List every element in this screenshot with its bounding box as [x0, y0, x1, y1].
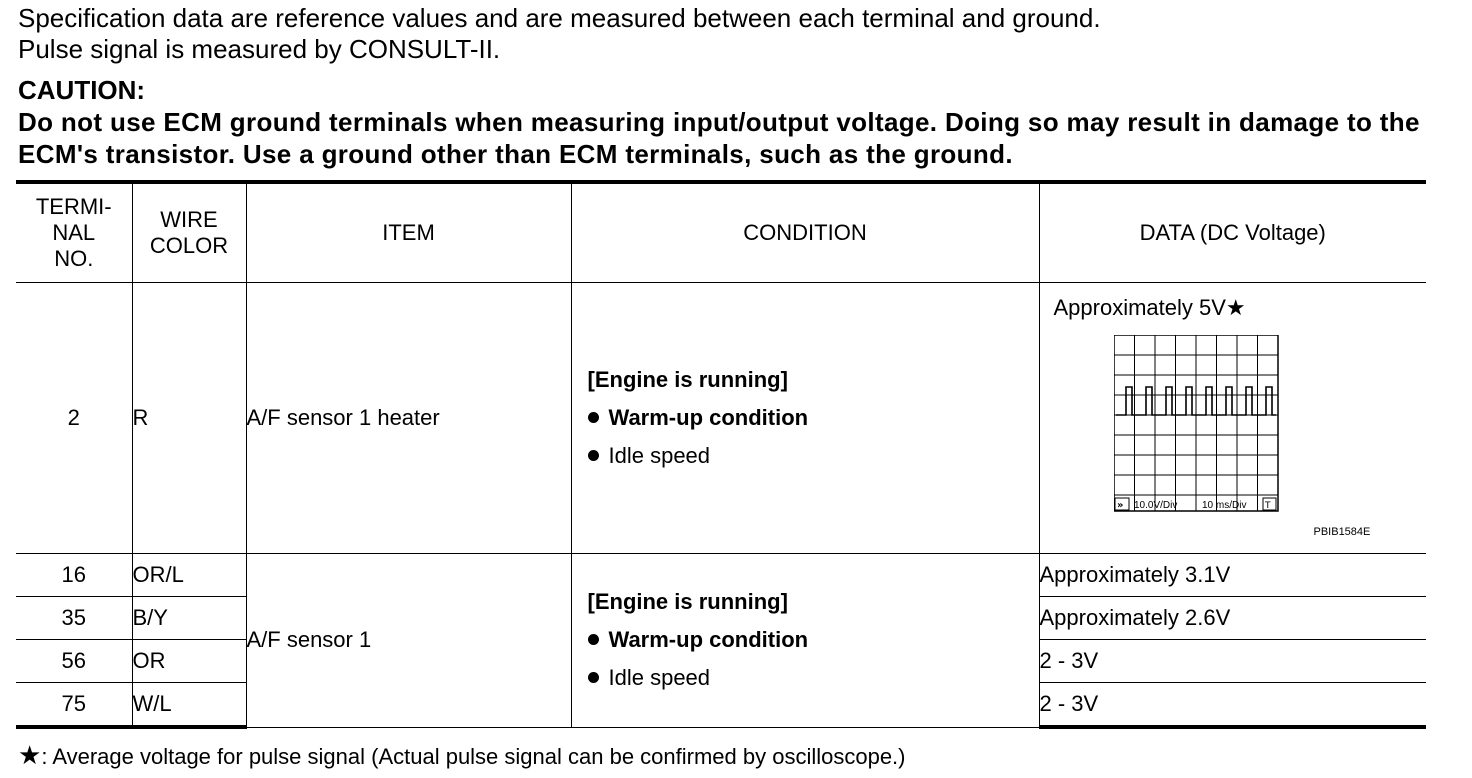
intro-line-2: Pulse signal is measured by CONSULT-II.	[18, 34, 501, 64]
terminal-number: 56	[16, 640, 132, 683]
table-header-row	[16, 182, 1426, 283]
condition-text: Warm-up condition	[608, 405, 809, 430]
oscilloscope-waveform	[1114, 335, 1282, 519]
condition-text: Idle speed	[608, 665, 711, 691]
star-icon: ★	[1225, 295, 1246, 320]
bullet-icon	[588, 672, 599, 683]
intro-line-1: Specification data are reference values and are measured between each terminal and ground.	[18, 3, 1101, 33]
data-value: Approximately 3.1V	[1039, 554, 1426, 597]
condition-item	[588, 437, 1039, 475]
condition-heading: [Engine is running]	[587, 589, 788, 615]
data-value	[1054, 295, 1246, 321]
header-terminal-line: TERMI-	[35, 194, 112, 219]
bullet-icon	[588, 634, 599, 645]
double-chevron-icon: »	[1116, 500, 1123, 511]
header-data: DATA (DC Voltage)	[1039, 182, 1426, 283]
condition-text: Idle speed	[608, 443, 711, 468]
header-wire-line: COLOR	[149, 233, 229, 258]
footnote-text: : Average voltage for pulse signal (Actual pulse signal can be confirmed by oscilloscope.)	[41, 744, 906, 769]
bullet-icon	[588, 450, 599, 461]
item-name: A/F sensor 1 heater	[246, 283, 571, 554]
figure-code: PBIB1584E	[1313, 526, 1371, 538]
wire-color: W/L	[132, 683, 246, 728]
condition-item	[588, 621, 1039, 659]
wire-color: R	[132, 283, 246, 554]
caution-title: CAUTION:	[18, 75, 146, 105]
ecm-terminal-table	[16, 180, 1426, 729]
data-cell	[1039, 283, 1426, 554]
header-condition: CONDITION	[571, 182, 1039, 283]
scope-time-div: 10 ms/Div	[1201, 500, 1246, 511]
header-terminal-no	[16, 182, 132, 283]
wire-color: B/Y	[132, 597, 246, 640]
bullet-icon	[588, 412, 599, 423]
condition-heading: [Engine is running]	[587, 367, 788, 392]
header-wire-line: WIRE	[160, 207, 218, 232]
wire-color: OR	[132, 640, 246, 683]
terminal-number: 35	[16, 597, 132, 640]
terminal-number: 2	[16, 283, 132, 554]
data-value: 2 - 3V	[1039, 640, 1426, 683]
scope-volt-div: 10.0V/Div	[1133, 500, 1177, 511]
data-value-text: Approximately 5V	[1053, 295, 1226, 320]
terminal-number: 16	[16, 554, 132, 597]
condition-item	[588, 399, 1039, 437]
trigger-t-icon: T	[1264, 501, 1270, 511]
condition-text: Warm-up condition	[608, 627, 809, 653]
header-terminal-line: NO.	[54, 246, 94, 271]
star-icon: ★	[18, 740, 42, 770]
condition-cell	[571, 283, 1039, 554]
header-terminal-line: NAL	[52, 220, 96, 245]
data-value: Approximately 2.6V	[1039, 597, 1426, 640]
condition-item	[588, 659, 1039, 697]
data-value: 2 - 3V	[1039, 683, 1426, 728]
caution-body: Do not use ECM ground terminals when measuring input/output voltage. Doing so may result in damage to the ECM's transistor. Use a ground other than ECM terminals, such as the ground.	[18, 107, 1420, 169]
footnote	[18, 740, 906, 771]
terminal-number: 75	[16, 683, 132, 728]
header-wire-color	[132, 182, 246, 283]
wire-color: OR/L	[132, 554, 246, 597]
table-row	[16, 554, 1426, 597]
table-row	[16, 283, 1426, 554]
header-item: ITEM	[246, 182, 571, 283]
scope-grid	[1114, 335, 1278, 511]
item-name: A/F sensor 1	[246, 554, 571, 728]
condition-cell	[571, 554, 1039, 728]
